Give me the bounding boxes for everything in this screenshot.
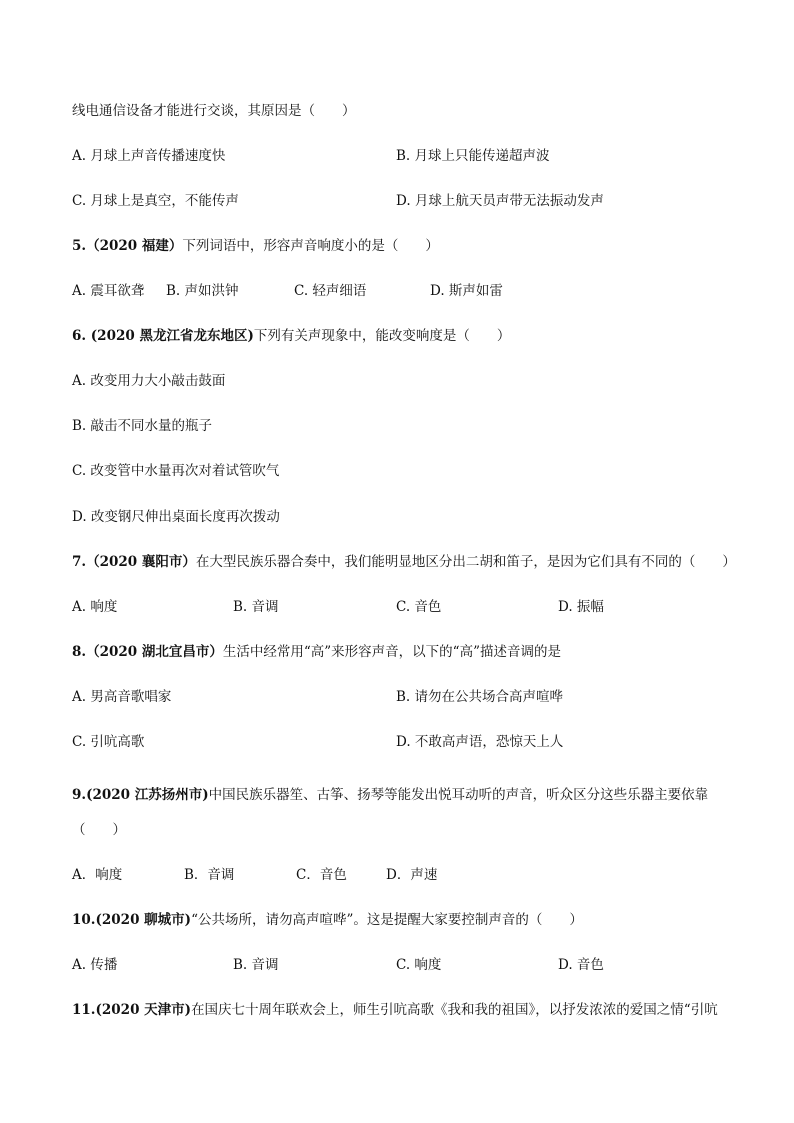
q8-option-d: D. 不敢高声语，恐惊天上人 bbox=[396, 734, 564, 750]
q10-option-d: D. 音色 bbox=[558, 957, 604, 973]
q7-option-d: D. 振幅 bbox=[558, 599, 604, 615]
q6-option-b: B. 敲击不同水量的瓶子 bbox=[72, 418, 213, 434]
q8-source: （2020 湖北宜昌市） bbox=[86, 644, 223, 660]
question-10 bbox=[72, 911, 583, 929]
q5-option-b: B. 声如洪钟 bbox=[166, 283, 239, 299]
q7-source: （2020 襄阳市） bbox=[86, 554, 196, 570]
q8-option-c: C. 引吭高歌 bbox=[72, 734, 145, 750]
q11-source: (2020 天津市) bbox=[95, 1002, 192, 1018]
q7-option-c: C. 音色 bbox=[396, 599, 442, 615]
q10-option-b: B. 音调 bbox=[233, 957, 279, 973]
q8-option-b: B. 请勿在公共场合高声喧哗 bbox=[396, 689, 564, 705]
q8-number: 8. bbox=[72, 644, 87, 660]
q9-option-d: D．声速 bbox=[386, 867, 438, 883]
q4-option-a: A. 月球上声音传播速度快 bbox=[72, 148, 226, 164]
q9-number: 9. bbox=[72, 787, 87, 803]
q10-text: “公共场所，请勿高声喧哗”。这是提醒大家要控制声音的（ ） bbox=[191, 912, 583, 928]
q6-number: 6. bbox=[72, 328, 87, 344]
q9-option-c: C．音色 bbox=[296, 867, 347, 883]
q5-text: 下列词语中，形容声音响度小的是（ ） bbox=[182, 238, 439, 254]
q10-number: 10. bbox=[72, 912, 96, 928]
q5-option-a: A. 震耳欲聋 bbox=[72, 283, 145, 299]
q7-option-b: B. 音调 bbox=[233, 599, 279, 615]
q6-option-d: D. 改变钢尺伸出桌面长度再次拨动 bbox=[72, 509, 280, 525]
q9-text: 中国民族乐器笙、古筝、扬琴等能发出悦耳动听的声音，听众区分这些乐器主要依靠 bbox=[208, 787, 709, 803]
q8-text: 生活中经常用“高”来形容声音，以下的“高”描述音调的是 bbox=[222, 644, 561, 660]
q9-option-b: B．音调 bbox=[184, 867, 235, 883]
q11-text: 在国庆七十周年联欢会上，师生引吭高歌《我和我的祖国》，以抒发浓浓的爱国之情“引吭 bbox=[191, 1002, 718, 1018]
q5-option-d: D. 斯声如雷 bbox=[430, 283, 503, 299]
q4-continuation: 线电通信设备才能进行交谈，其原因是（ ） bbox=[72, 103, 356, 119]
q6-option-c: C. 改变管中水量再次对着试管吹气 bbox=[72, 463, 280, 479]
question-11 bbox=[72, 1001, 718, 1019]
q7-option-a: A. 响度 bbox=[72, 599, 118, 615]
q5-option-c: C. 轻声细语 bbox=[294, 283, 367, 299]
q4-option-b: B. 月球上只能传递超声波 bbox=[396, 148, 550, 164]
question-8 bbox=[72, 643, 561, 661]
q9-text-continued: （ ） bbox=[72, 822, 126, 838]
q10-source: (2020 聊城市) bbox=[95, 912, 192, 928]
question-6 bbox=[72, 327, 510, 345]
q10-option-a: A. 传播 bbox=[72, 957, 118, 973]
q5-number: 5. bbox=[72, 238, 87, 254]
q7-number: 7. bbox=[72, 554, 87, 570]
q5-source: （2020 福建） bbox=[86, 238, 183, 254]
q6-text: 下列有关声现象中，能改变响度是（ ） bbox=[253, 328, 511, 344]
q8-option-a: A. 男高音歌唱家 bbox=[72, 689, 172, 705]
q7-text: 在大型民族乐器合奏中，我们能明显地区分出二胡和笛子，是因为它们具有不同的（ ） bbox=[195, 554, 736, 570]
q4-option-d: D. 月球上航天员声带无法振动发声 bbox=[396, 193, 604, 209]
q6-source: (2020 黑龙江省龙东地区) bbox=[86, 328, 254, 344]
question-5 bbox=[72, 237, 439, 255]
q4-option-c: C. 月球上是真空，不能传声 bbox=[72, 193, 239, 209]
question-9 bbox=[72, 786, 708, 804]
q9-option-a: A．响度 bbox=[72, 867, 123, 883]
q10-option-c: C. 响度 bbox=[396, 957, 442, 973]
q6-option-a: A. 改变用力大小敲击鼓面 bbox=[72, 373, 226, 389]
question-7 bbox=[72, 553, 736, 571]
q9-source: (2020 江苏扬州市) bbox=[86, 787, 209, 803]
q11-number: 11. bbox=[72, 1002, 96, 1018]
